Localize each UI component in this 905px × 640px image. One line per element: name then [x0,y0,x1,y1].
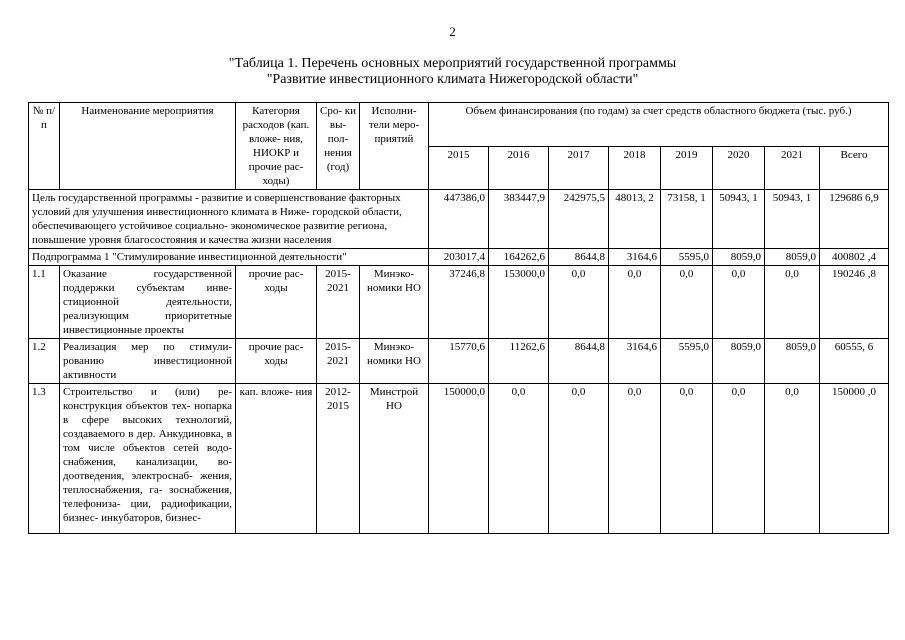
header-num: № п/п [29,103,60,190]
goal-text: Цель государственной программы - развитие и совершенствование факторных условий для улучшения инвестиционного климата в Ниже- городской области, обеспечивающего устойчивое социально- экономическое развитие региона, повышение уровня благосостояния и качества жизни населения [29,190,429,249]
subprogram-row [29,249,889,266]
value-cell: 73158, 1 [661,190,713,249]
table-title [0,56,905,88]
header-terms: Сро- ки вы- пол- нения (год) [317,103,360,190]
row-terms: 2015- 2021 [317,339,360,384]
value-cell: 11262,6 [489,339,549,384]
row-name: Реализация мер по стимули- рованию инвестиционной активности [60,339,236,384]
total-cell: 129686 6,9 [820,190,889,249]
value-cell: 8059,0 [765,339,820,384]
table-row [29,266,889,339]
header-executors: Исполни- тели меро- приятий [360,103,429,190]
header-row-1 [29,103,889,147]
value-cell: 0,0 [713,266,765,339]
header-year: 2016 [489,146,549,190]
page-number: 2 [449,24,456,39]
measures-table [28,102,889,534]
value-cell: 15770,6 [429,339,489,384]
value-cell: 383447,9 [489,190,549,249]
header-year: 2015 [429,146,489,190]
header-year: 2018 [609,146,661,190]
total-cell: 190246 ,8 [820,266,889,339]
table-title-line2: "Развитие инвестиционного климата Нижегородской области" [266,72,639,87]
header-category: Категория расходов (кап. вложе- ния, НИОКР и прочие рас- ходы) [236,103,317,190]
header-total: Всего [820,146,889,190]
row-terms: 2012- 2015 [317,384,360,534]
value-cell: 37246,8 [429,266,489,339]
value-cell: 8059,0 [713,249,765,266]
row-num: 1.3 [29,384,60,534]
header-year: 2017 [549,146,609,190]
row-num: 1.1 [29,266,60,339]
value-cell: 8059,0 [765,249,820,266]
header-year: 2021 [765,146,820,190]
total-cell: 150000 ,0 [820,384,889,534]
row-num: 1.2 [29,339,60,384]
row-name: Строительство и (или) ре- конструкция объектов тех- нопарка в сфере высоких технологий, создаваемого в дер. Анкудиновка, в том числе объектов сетей водо- снабжения, канализации, во- доотведения, электроснаб- жения, теплоснабжения, га- зоснабжения, телефониза- ции, радиофикации, бизнес- инкубаторов, бизнес- [60,384,236,534]
value-cell: 0,0 [549,266,609,339]
value-cell: 5595,0 [661,249,713,266]
value-cell: 0,0 [609,384,661,534]
value-cell: 3164,6 [609,249,661,266]
subprogram-text: Подпрограмма 1 "Стимулирование инвестиционной деятельности" [29,249,429,266]
value-cell: 50943, 1 [765,190,820,249]
value-cell: 3164,6 [609,339,661,384]
header-year: 2019 [661,146,713,190]
value-cell: 0,0 [765,384,820,534]
row-category: кап. вложе- ния [236,384,317,534]
header-year: 2020 [713,146,765,190]
value-cell: 48013, 2 [609,190,661,249]
value-cell: 0,0 [661,266,713,339]
value-cell: 164262,6 [489,249,549,266]
value-cell: 8059,0 [713,339,765,384]
table-row [29,384,889,534]
header-name: Наименование мероприятия [60,103,236,190]
value-cell: 203017,4 [429,249,489,266]
table-row [29,339,889,384]
row-category: прочие рас- ходы [236,266,317,339]
row-terms: 2015- 2021 [317,266,360,339]
value-cell: 0,0 [549,384,609,534]
value-cell: 8644,8 [549,249,609,266]
value-cell: 50943, 1 [713,190,765,249]
row-executor: Минстрой НО [360,384,429,534]
value-cell: 5595,0 [661,339,713,384]
table-title-line1: "Таблица 1. Перечень основных мероприятий государственной программы [228,56,677,71]
value-cell: 150000,0 [429,384,489,534]
header-funding: Объем финансирования (по годам) за счет средств областного бюджета (тыс. руб.) [429,103,889,147]
goal-row [29,190,889,249]
row-executor: Минэко- номики НО [360,266,429,339]
row-name: Оказание государственной поддержки субъектам инве- стиционной деятельности, реализующим приоритетные инвестиционные проекты [60,266,236,339]
value-cell: 0,0 [489,384,549,534]
value-cell: 242975,5 [549,190,609,249]
total-cell: 60555, 6 [820,339,889,384]
value-cell: 153000,0 [489,266,549,339]
value-cell: 0,0 [661,384,713,534]
value-cell: 8644,8 [549,339,609,384]
total-cell: 400802 ,4 [820,249,889,266]
value-cell: 0,0 [765,266,820,339]
row-executor: Минэко- номики НО [360,339,429,384]
value-cell: 0,0 [713,384,765,534]
value-cell: 447386,0 [429,190,489,249]
value-cell: 0,0 [609,266,661,339]
row-category: прочие рас- ходы [236,339,317,384]
